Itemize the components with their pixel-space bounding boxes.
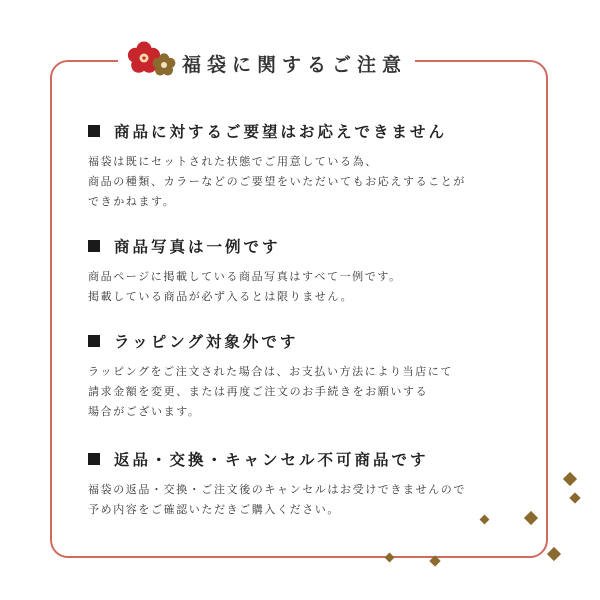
- section-body: 福袋の返品・交換・ご注文後のキャンセルはお受けできませんので 予め内容をご確認いただきご購入ください。: [88, 483, 466, 516]
- section-body: 商品ページに掲載している商品写真はすべて一例です。 掲載している商品が必ず入るとは限りません。: [88, 270, 402, 303]
- square-bullet-icon: [88, 453, 100, 465]
- section-body: ラッピングをご注文された場合は、お支払い方法により当店にて 請求金額を変更、または再度ご注文のお手続きをお願いする 場合がございます。: [88, 365, 453, 418]
- square-bullet-icon: [88, 335, 100, 347]
- section-heading-text: 返品・交換・キャンセル不可商品です: [114, 451, 429, 469]
- plum-flower-brown-icon: [124, 38, 182, 82]
- section-heading-text: 商品写真は一例です: [114, 238, 281, 256]
- notice-section-3: [88, 330, 528, 422]
- section-heading: [88, 120, 528, 142]
- page-title: 福袋に関するご注意: [182, 53, 408, 76]
- title-banner: [118, 38, 415, 82]
- notice-section-1: [88, 120, 528, 212]
- confetti-piece: [569, 492, 580, 503]
- square-bullet-icon: [88, 240, 100, 252]
- confetti-piece: [563, 472, 577, 486]
- section-heading-text: ラッピング対象外です: [114, 333, 299, 351]
- section-heading: [88, 235, 528, 257]
- confetti-piece: [547, 547, 561, 561]
- section-heading: [88, 448, 528, 470]
- section-body: 福袋は既にセットされた状態でご用意している為、 商品の種類、カラーなどのご要望をいただいてもお応えすることが できかねます。: [88, 155, 466, 208]
- square-bullet-icon: [88, 125, 100, 137]
- plum-flowers: [124, 38, 182, 82]
- section-heading: [88, 330, 528, 352]
- section-heading-text: 商品に対するご要望はお応えできません: [114, 123, 448, 141]
- notice-section-4: [88, 448, 528, 520]
- notice-section-2: [88, 235, 528, 307]
